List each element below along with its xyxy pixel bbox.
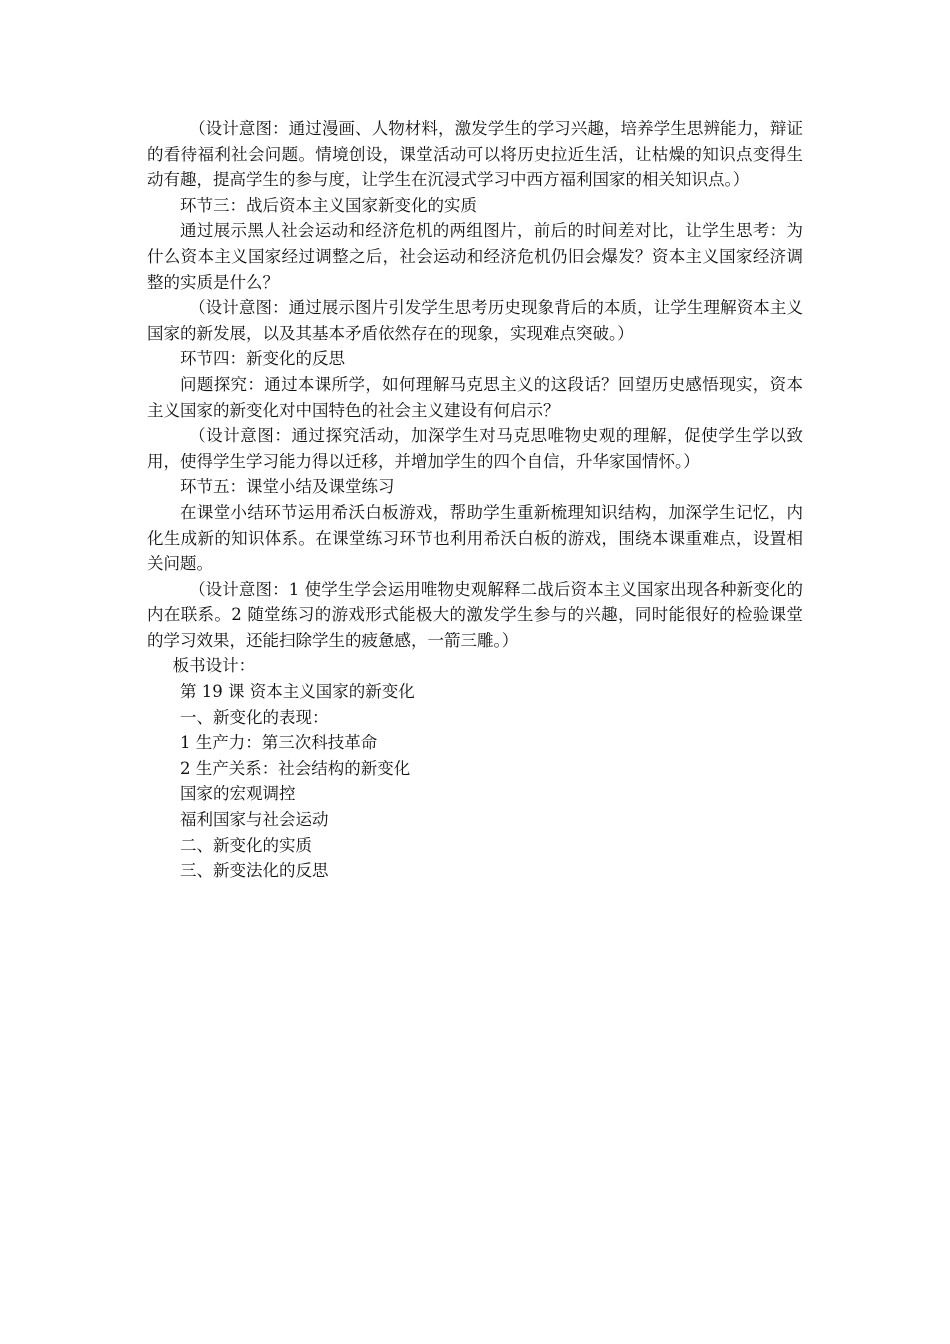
- board-line: 国家的宏观调控: [180, 784, 296, 804]
- board-line: 2 生产关系：社会结构的新变化: [180, 758, 411, 778]
- design-intent-paragraph: （设计意图：通过探究活动，加深学生对马克思唯物史观的理解，促使学生学以致用，使得学生学习能力得以迁移，并增加学生的四个自信，升华家国情怀。）: [147, 426, 803, 471]
- document-body: [147, 116, 803, 884]
- design-intent-paragraph: （设计意图：通过展示图片引发学生思考历史现象背后的本质，让学生理解资本主义国家的新发展，以及其基本矛盾依然存在的现象，实现难点突破。）: [147, 298, 803, 343]
- design-intent-paragraph: （设计意图：通过漫画、人物材料，激发学生的学习兴趣，培养学生思辨能力，辩证的看待福利社会问题。情境创设，课堂活动可以将历史拉近生活，让枯燥的知识点变得生动有趣，提高学生的参与度，让学生在沉浸式学习中西方福利国家的相关知识点。）: [147, 119, 803, 190]
- section-heading-3: 环节三：战后资本主义国家新变化的实质: [180, 195, 477, 215]
- section-5-body: 在课堂小结环节运用希沃白板游戏，帮助学生重新梳理知识结构，加深学生记忆，内化生成新的知识体系。在课堂练习环节也利用希沃白板的游戏，围绕本课重难点，设置相关问题。: [147, 502, 803, 574]
- section-4-body: 问题探究：通过本课所学，如何理解马克思主义的这段话？回望历史感悟现实，资本主义国家的新变化对中国特色的社会主义建设有何启示？: [147, 374, 803, 420]
- board-design-heading: 板书设计：: [172, 656, 256, 676]
- section-heading-4: 环节四：新变化的反思: [180, 349, 345, 369]
- design-intent-paragraph: （设计意图：1 使学生学会运用唯物史观解释二战后资本主义国家出现各种新变化的内在联系。2 随堂练习的游戏形式能极大的激发学生参与的兴趣，同时能很好的检验课堂的学习效果，还能扫除学生的疲惫感，一箭三雕。）: [147, 579, 803, 650]
- board-line: 一、新变化的表现：: [180, 707, 329, 727]
- board-line: 福利国家与社会运动: [180, 810, 329, 830]
- section-3-body: 通过展示黑人社会运动和经济危机的两组图片，前后的时间差对比，让学生思考：为什么资本主义国家经过调整之后，社会运动和经济危机仍旧会爆发？资本主义国家经济调整的实质是什么？: [147, 221, 803, 292]
- board-line: 二、新变化的实质: [180, 835, 312, 855]
- section-heading-5: 环节五：课堂小结及课堂练习: [180, 477, 395, 497]
- board-line: 三、新变法化的反思: [180, 861, 329, 881]
- board-lesson-title: 第 19 课 资本主义国家的新变化: [180, 682, 415, 702]
- board-line: 1 生产力：第三次科技革命: [180, 733, 378, 753]
